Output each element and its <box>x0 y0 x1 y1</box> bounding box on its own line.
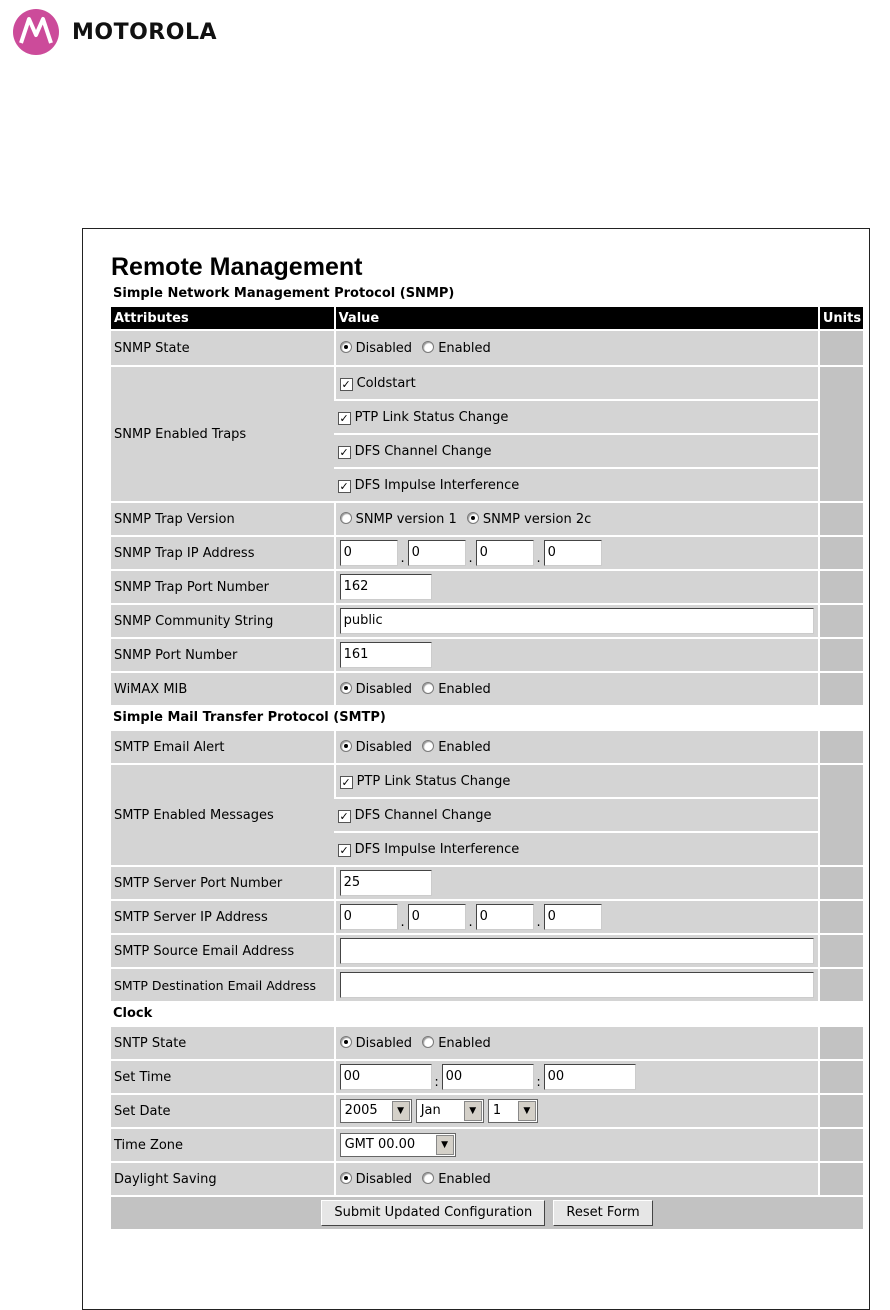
clock-section-title: Clock <box>113 1006 153 1021</box>
radio-label: Disabled <box>355 681 413 697</box>
wimax-mib-label: WiMAX MIB <box>111 673 334 705</box>
year-select[interactable] <box>340 1099 412 1123</box>
radio-label: Disabled <box>355 340 413 356</box>
ip-separator: . <box>468 551 473 566</box>
checkbox-label: Coldstart <box>356 375 416 391</box>
sntp-disabled-radio[interactable] <box>340 1036 352 1048</box>
page-title: Remote Management <box>111 253 363 281</box>
snmp-trap-version-label: SNMP Trap Version <box>111 503 334 535</box>
smtp-port-label: SMTP Server Port Number <box>111 867 334 899</box>
header-attributes: Attributes <box>111 307 334 329</box>
trap-dfs-channel-checkbox[interactable]: ✓ <box>339 445 349 459</box>
snmp-traps-label: SNMP Enabled Traps <box>111 367 334 501</box>
checkbox-label: DFS Channel Change <box>354 443 492 459</box>
header-value: Value <box>334 307 818 329</box>
trap-link-status-checkbox[interactable]: ✓ <box>339 411 349 425</box>
trap-ip-octet-1[interactable]: 0 <box>340 540 398 566</box>
radio-label: Disabled <box>355 1171 413 1187</box>
snmp-state-enabled-radio[interactable] <box>422 341 434 353</box>
smtp-dest-label: SMTP Destination Email Address <box>111 969 334 1001</box>
smtp-ip-row <box>111 901 863 933</box>
smtp-ip-octet-1[interactable]: 0 <box>340 904 398 930</box>
smtp-alert-row <box>111 731 863 763</box>
checkbox-label: DFS Channel Change <box>354 807 492 823</box>
motorola-logo <box>12 8 217 56</box>
time-zone-label: Time Zone <box>111 1129 334 1161</box>
dst-disabled-radio[interactable] <box>340 1172 352 1184</box>
radio-label: Enabled <box>438 1035 491 1051</box>
smtp-source-label: SMTP Source Email Address <box>111 935 334 967</box>
sntp-state-row <box>111 1027 863 1059</box>
month-select[interactable] <box>416 1099 484 1123</box>
dropdown-arrow-icon: ▼ <box>436 1135 454 1155</box>
smtp-alert-disabled-radio[interactable] <box>340 740 352 752</box>
day-value: 1 <box>492 1103 502 1118</box>
radio-label: SNMP version 1 <box>355 511 457 527</box>
smtp-messages-row <box>111 765 863 797</box>
snmp-trap-version-row <box>111 503 863 535</box>
snmp-v1-radio[interactable] <box>340 512 352 524</box>
dropdown-arrow-icon: ▼ <box>464 1101 482 1121</box>
config-panel <box>82 228 870 1310</box>
time-zone-row <box>111 1129 863 1161</box>
snmp-port-label: SNMP Port Number <box>111 639 334 671</box>
set-time-label: Set Time <box>111 1061 334 1093</box>
snmp-trap-ip-row <box>111 537 863 569</box>
ip-separator: . <box>400 915 405 930</box>
day-select[interactable] <box>488 1099 538 1123</box>
dest-email-input[interactable] <box>340 972 814 998</box>
radio-label: Enabled <box>438 739 491 755</box>
time-zone-value: GMT 00.00 <box>344 1137 416 1152</box>
trap-dfs-impulse-checkbox[interactable]: ✓ <box>339 479 349 493</box>
smtp-section-title: Simple Mail Transfer Protocol (SMTP) <box>113 710 386 725</box>
radio-label: Enabled <box>438 681 491 697</box>
snmp-trap-ip-label: SNMP Trap IP Address <box>111 537 334 569</box>
snmp-community-row <box>111 605 863 637</box>
dropdown-arrow-icon: ▼ <box>518 1101 536 1121</box>
button-row <box>111 1197 863 1229</box>
wimax-mib-row <box>111 673 863 705</box>
sntp-enabled-radio[interactable] <box>422 1036 434 1048</box>
month-value: Jan <box>420 1103 441 1118</box>
snmp-state-disabled-radio[interactable] <box>340 341 352 353</box>
time-hours-input[interactable]: 00 <box>340 1064 432 1090</box>
smtp-alert-enabled-radio[interactable] <box>422 740 434 752</box>
radio-label: Enabled <box>438 340 491 356</box>
source-email-input[interactable] <box>340 938 814 964</box>
trap-ip-octet-3[interactable]: 0 <box>476 540 534 566</box>
smtp-alert-label: SMTP Email Alert <box>111 731 334 763</box>
checkbox-label: PTP Link Status Change <box>356 773 511 789</box>
msg-dfs-impulse-checkbox[interactable]: ✓ <box>339 843 349 857</box>
snmp-port-row <box>111 639 863 671</box>
smtp-ip-label: SMTP Server IP Address <box>111 901 334 933</box>
smtp-table <box>111 729 863 1003</box>
ip-separator: . <box>536 551 541 566</box>
msg-dfs-channel-checkbox[interactable]: ✓ <box>339 809 349 823</box>
snmp-v2c-radio[interactable] <box>467 512 479 524</box>
radio-label: Enabled <box>438 1171 491 1187</box>
time-separator: : <box>536 1075 541 1090</box>
trap-port-input[interactable]: 162 <box>340 574 432 600</box>
set-date-row <box>111 1095 863 1127</box>
snmp-state-label: SNMP State <box>111 331 334 365</box>
trap-coldstart-checkbox[interactable]: ✓ <box>341 377 351 391</box>
snmp-trap-port-label: SNMP Trap Port Number <box>111 571 334 603</box>
radio-label: Disabled <box>355 739 413 755</box>
checkbox-label: DFS Impulse Interference <box>354 841 520 857</box>
radio-label: SNMP version 2c <box>482 511 592 527</box>
smtp-messages-label: SMTP Enabled Messages <box>111 765 334 865</box>
daylight-saving-label: Daylight Saving <box>111 1163 334 1195</box>
snmp-traps-row <box>111 367 863 399</box>
time-zone-select[interactable] <box>340 1133 456 1157</box>
snmp-community-label: SNMP Community String <box>111 605 334 637</box>
snmp-table <box>111 305 863 707</box>
submit-button[interactable]: Submit Updated Configuration <box>321 1200 545 1226</box>
clock-table <box>111 1025 863 1231</box>
time-seconds-input[interactable]: 00 <box>544 1064 636 1090</box>
set-time-row <box>111 1061 863 1093</box>
smtp-port-row <box>111 867 863 899</box>
smtp-port-input[interactable]: 25 <box>340 870 432 896</box>
checkbox-label: DFS Impulse Interference <box>354 477 520 493</box>
checkbox-label: PTP Link Status Change <box>354 409 509 425</box>
daylight-saving-row <box>111 1163 863 1195</box>
header-units: Units <box>818 307 863 329</box>
smtp-dest-row <box>111 969 863 1001</box>
snmp-section-title: Simple Network Management Protocol (SNMP) <box>113 286 455 301</box>
smtp-source-row <box>111 935 863 967</box>
wimax-enabled-radio[interactable] <box>422 682 434 694</box>
motorola-batwing-icon <box>12 8 60 56</box>
ip-separator: . <box>400 551 405 566</box>
sntp-state-label: SNTP State <box>111 1027 334 1059</box>
set-date-label: Set Date <box>111 1095 334 1127</box>
time-minutes-input[interactable]: 00 <box>442 1064 534 1090</box>
trap-ip-octet-2[interactable]: 0 <box>408 540 466 566</box>
snmp-state-row <box>111 331 863 365</box>
community-string-input[interactable]: public <box>340 608 814 634</box>
time-separator: : <box>434 1075 439 1090</box>
trap-ip-octet-4[interactable]: 0 <box>544 540 602 566</box>
snmp-trap-port-row <box>111 571 863 603</box>
reset-button[interactable]: Reset Form <box>553 1200 652 1226</box>
dropdown-arrow-icon: ▼ <box>392 1101 410 1121</box>
ip-separator: . <box>468 915 473 930</box>
msg-link-status-checkbox[interactable]: ✓ <box>341 775 351 789</box>
smtp-ip-octet-2[interactable]: 0 <box>408 904 466 930</box>
wimax-disabled-radio[interactable] <box>340 682 352 694</box>
smtp-ip-octet-3[interactable]: 0 <box>476 904 534 930</box>
year-value: 2005 <box>344 1103 378 1118</box>
smtp-ip-octet-4[interactable]: 0 <box>544 904 602 930</box>
table-header-row <box>111 307 863 329</box>
snmp-port-input[interactable]: 161 <box>340 642 432 668</box>
radio-label: Disabled <box>355 1035 413 1051</box>
brand-name: MOTOROLA <box>72 19 217 45</box>
dst-enabled-radio[interactable] <box>422 1172 434 1184</box>
ip-separator: . <box>536 915 541 930</box>
